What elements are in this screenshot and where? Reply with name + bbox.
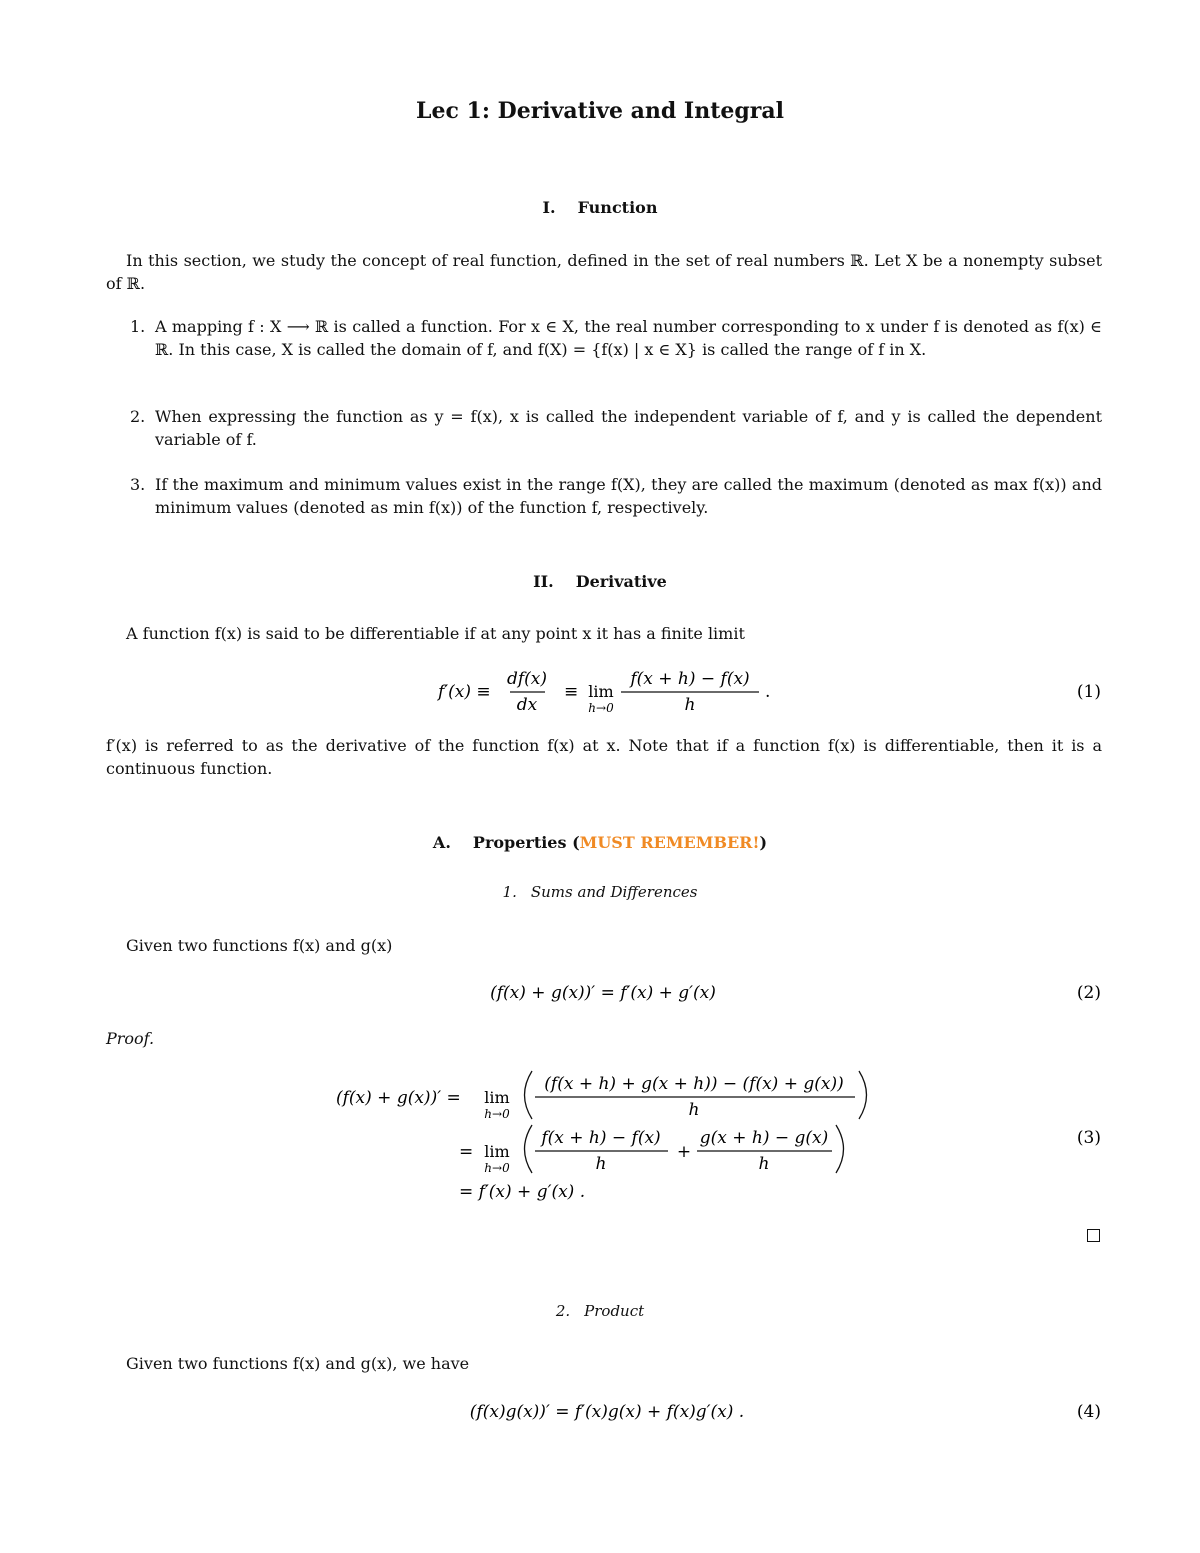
list-item-text: When expressing the function as y = f(x), x is called the independent variable of f, and y is called the dependent variable of f. xyxy=(155,407,1102,449)
list-item-text: A mapping f : X ⟶ ℝ is called a function. For x ∈ X, the real number corresponding to x under f is denoted as f(x) ∈ ℝ. In this case, X is called the domain of f, and f(X) = {f(x) | x ∈ X} is called the range of f in X. xyxy=(155,317,1102,359)
eq3-lim-sub: h→0 xyxy=(484,1107,510,1121)
derivative-definition-paragraph: f′(x) is referred to as the derivative of the function f(x) at x. Note that if a function f(x) is differentiable, then it is a continuous function. xyxy=(106,736,1102,778)
eq2-body: (f(x) + g(x))′ = f′(x) + g′(x) xyxy=(490,983,716,1003)
eq3-line3: = f′(x) + g′(x) . xyxy=(459,1182,586,1202)
eq3-plus: + xyxy=(676,1142,692,1162)
list-item xyxy=(130,315,1102,361)
equation-3 xyxy=(0,1065,1200,1215)
eq3-right-paren xyxy=(859,1071,867,1119)
eq3-lim: lim xyxy=(484,1142,510,1161)
eq3-line1-denominator: h xyxy=(688,1100,700,1120)
subsubsection-title: Product xyxy=(584,1302,645,1320)
list-item xyxy=(130,473,1102,519)
proof-label: Proof. xyxy=(106,1029,155,1048)
product-given-paragraph: Given two functions f(x) and g(x), we have xyxy=(126,1354,470,1373)
must-remember-highlight: MUST REMEMBER! xyxy=(579,833,760,852)
eq1-frac1-denominator: dx xyxy=(516,695,538,715)
section-number: II. xyxy=(533,572,554,591)
section-heading-function xyxy=(0,198,1200,217)
section-title: Function xyxy=(577,198,658,217)
eq3-left-paren xyxy=(525,1071,533,1119)
equation-2 xyxy=(0,975,1200,1009)
eq1-frac2-denominator: h xyxy=(684,695,696,715)
equation-number: (3) xyxy=(1076,1128,1101,1148)
subsubsection-number: 2. xyxy=(555,1302,571,1320)
subsubsection-number: 1. xyxy=(502,883,517,901)
eq3-line1-lhs: (f(x) + g(x))′ = xyxy=(336,1088,461,1108)
eq1-lim-sub: h→0 xyxy=(588,701,614,715)
eq1-lim: lim xyxy=(588,682,614,701)
section-intro-paragraph: In this section, we study the concept of real function, defined in the set of real numbers ℝ. Let X be a nonempty subset of ℝ. xyxy=(106,251,1102,293)
eq1-tail: . xyxy=(765,682,771,702)
list-item xyxy=(130,405,1102,451)
subsubsection-heading-sums xyxy=(0,883,1200,901)
qed-symbol xyxy=(1087,1229,1100,1242)
list-item-number: 2. xyxy=(130,407,146,426)
section-number: I. xyxy=(542,198,556,217)
equation-number: (4) xyxy=(1076,1402,1101,1422)
section-title: Derivative xyxy=(575,572,667,591)
eq3-line2-numerator-a: f(x + h) − f(x) xyxy=(541,1128,661,1148)
eq3-lim-sub: h→0 xyxy=(484,1161,510,1175)
eq3-line2-numerator-b: g(x + h) − g(x) xyxy=(699,1128,829,1148)
eq3-left-paren xyxy=(525,1125,533,1173)
subsubsection-heading-product xyxy=(0,1302,1200,1320)
eq3-line2-denominator-a: h xyxy=(595,1154,607,1174)
eq4-body: (f(x)g(x))′ = f′(x)g(x) + f(x)g′(x) . xyxy=(469,1402,745,1422)
eq1-equiv: ≡ xyxy=(564,682,579,702)
eq1-lhs: f′(x) ≡ xyxy=(438,682,491,702)
equation-number: (2) xyxy=(1076,983,1101,1003)
eq3-right-paren xyxy=(836,1125,844,1173)
eq3-lim: lim xyxy=(484,1088,510,1107)
list-item-number: 3. xyxy=(130,475,146,494)
subsection-number: A. xyxy=(432,833,451,852)
derivative-intro-paragraph: A function f(x) is said to be differentiable if at any point x it has a finite limit xyxy=(126,624,745,643)
page-title: Lec 1: Derivative and Integral xyxy=(416,98,784,124)
list-item-number: 1. xyxy=(130,317,146,336)
sums-given-paragraph: Given two functions f(x) and g(x) xyxy=(126,936,393,955)
equation-4 xyxy=(0,1394,1200,1428)
subsection-heading-properties xyxy=(0,833,1200,852)
eq3-line2-eq: = xyxy=(459,1142,474,1162)
section-heading-derivative xyxy=(0,572,1200,591)
eq3-line2-denominator-b: h xyxy=(758,1154,770,1174)
equation-number: (1) xyxy=(1076,682,1101,702)
equation-1 xyxy=(0,660,1200,720)
eq1-frac2-numerator: f(x + h) − f(x) xyxy=(630,669,750,689)
eq3-line1-numerator: (f(x + h) + g(x + h)) − (f(x) + g(x)) xyxy=(544,1074,844,1094)
subsection-title: Properties ( xyxy=(472,833,580,852)
subsection-title-close: ) xyxy=(759,833,768,852)
eq1-frac1-numerator: df(x) xyxy=(506,669,548,689)
list-item-text: If the maximum and minimum values exist in the range f(X), they are called the maximum (denoted as max f(x)) and minimum values (denoted as min f(x)) of the function f, respectively. xyxy=(155,475,1102,517)
subsubsection-title: Sums and Differences xyxy=(530,883,698,901)
